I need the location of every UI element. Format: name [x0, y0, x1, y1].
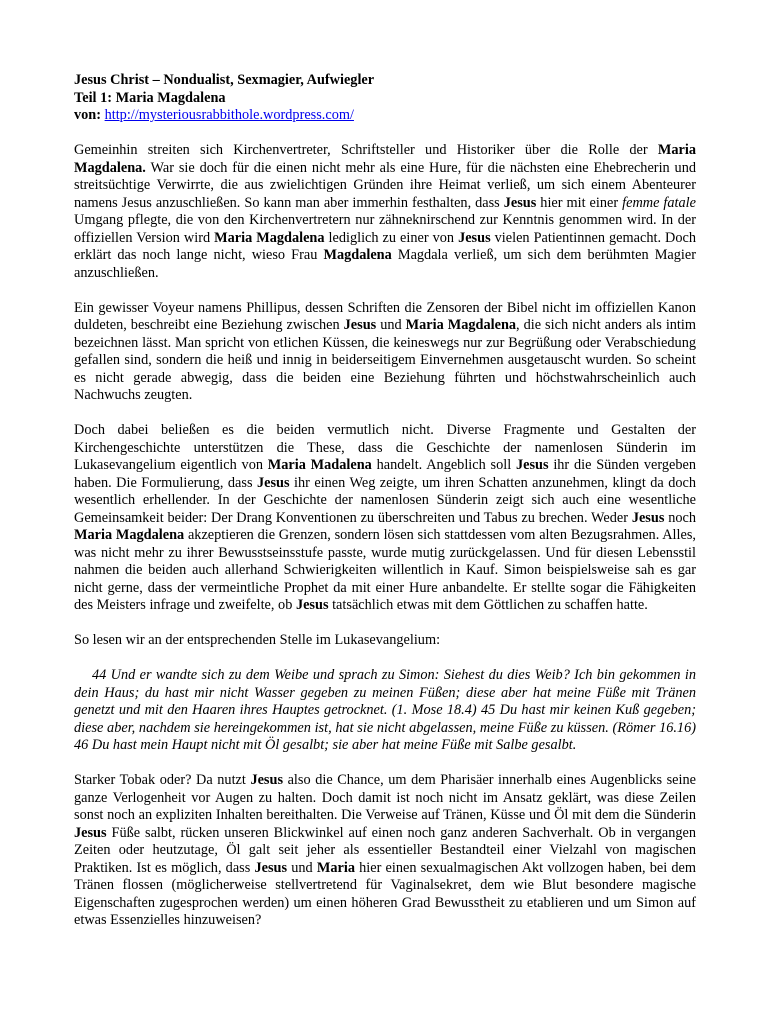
text-run: also die Chance, um dem Pharisäer innerhalb eines Augenblicks seine ganze Verlogenheit vor Augen zu halten. Doch damit ist noch nicht im Ansatz geklärt, was diese Zeilen sonst noch an expliziten Inhalten bereithalten. Die Verweise auf Tränen, Küsse und Öl mit dem die Sünderin [74, 772, 696, 823]
text-run: Magdala verließ, um sich dem berühmten Magier anzuschließen. [74, 247, 696, 281]
text-run: noch [664, 509, 696, 526]
bold-name: Jesus [515, 457, 549, 473]
text-run: ihr die Sünden vergeben haben. Die Formulierung, dass [74, 457, 696, 491]
text-run: , die sich nicht anders als intim bezeichnen lässt. Man spricht von etlichen Küssen, die keineswegs nur zur Begrüßung oder Verabschiedung gefallen sind, sondern die heiß und innig in beiderseitigem Einvernehmen ausgetauscht wurden. So scheint es nicht gerade abwegig, dass die beiden eine Beziehung führten und höchstwahrscheinlich auch Nachwuchs zeugten. [74, 317, 697, 403]
text-run: lediglich zu einer von [324, 229, 459, 246]
document-body [74, 72, 696, 947]
bold-name: Maria Madalena [267, 457, 372, 473]
text-run: handelt. Angeblich soll [371, 457, 516, 473]
paragraph-1 [74, 142, 696, 282]
bold-name: Maria [316, 859, 355, 876]
italic-text: 44 Und er wandte sich zu dem Weibe und sprach zu Simon: Siehest du dies Weib? Ich bin gekommen in dein Haus; du hast mir nicht Wasser gegeben zu meinen Füßen; diese aber hat meine Füße mit Tränen genetzt und mit den Haaren ihres Hauptes getrocknet. (1. Mose 18.4) 45 Du hast mir keinen Kuß gegeben; diese aber, nachdem sie hereingekommen ist, hat sie nicht abgelassen, meine Füße zu küssen. (Römer 16.16) 46 Du hast mein Haupt nicht mit Öl gesalbt; sie aber hat meine Füße mit Salbe gesalbt. [74, 667, 696, 753]
text-run: vielen Patientinnen gemacht. Doch erklärt das noch lange nicht, wieso Frau [74, 229, 696, 263]
paragraph-5 [74, 772, 696, 930]
bold-name: Jesus [458, 229, 491, 246]
text-run: ihr einen Weg zeigte, um ihren Schatten anzunehmen, klingt da doch wesentlich erhellender. In der Geschichte der namenlosen Sünderin zeigt sich auch eine wesentliche Gemeinsamkeit beider: Der Drang Konventionen zu überschreiten und Tabus zu brechen. Weder [74, 474, 696, 526]
bold-name: Jesus [74, 824, 107, 841]
text-run: hier mit einer [536, 194, 623, 211]
text-run: Füße salbt, rücken unseren Blickwinkel auf einen noch ganz anderen Sachverhalt. Ob in vergangen Zeiten oder heutzutage, Öl galt seit jeher als essentieller Bestandteil einer Vielzahl von magischen Praktiken. Ist es möglich, dass [74, 824, 696, 876]
paragraph-4 [74, 632, 696, 650]
text-run: Starker Tobak oder? Da nutzt [74, 772, 251, 788]
text-run: Umgang pflegte, die von den Kirchenvertretern nur zähneknirschend zur Kenntnis genommen wird. In der offiziellen Version wird [74, 212, 696, 246]
text-run: War sie doch für die einen nicht mehr als eine Hure, für die nächsten eine Ehebrecherin und streitsüchtige Verwirrte, die aus zwielichtigen Gründen ihre Heimat verließ, um sich einem Abenteurer namens Jesus anzuschließen. So kann man aber immerhin festhalten, dass [74, 159, 696, 211]
bold-name: Maria Magdalena. [74, 142, 696, 176]
text-run: So lesen wir an der entsprechenden Stelle im Lukasevangelium: [74, 632, 441, 648]
text-run: tatsächlich etwas mit dem Göttlichen zu schaffen hatte. [328, 597, 648, 613]
bold-name: Jesus [254, 859, 288, 876]
paragraph-2 [74, 300, 696, 405]
text-run: und [287, 859, 317, 876]
text-run: Gemeinhin streiten sich Kirchenvertreter, Schriftsteller und Historiker über die Rolle der [74, 142, 658, 158]
paragraph-3 [74, 422, 696, 615]
bible-quote [74, 667, 696, 755]
bold-name: Jesus [631, 509, 665, 526]
text-run: und [376, 317, 406, 333]
italic-text: femme fatale [622, 194, 696, 211]
document-part: Teil 1: Maria Magdalena [74, 89, 226, 106]
document-title: Jesus Christ – Nondualist, Sexmagier, Aufwiegler [74, 72, 375, 88]
text-run: Ein gewisser Voyeur namens Phillipus, dessen Schriften die Zensoren der Bibel nicht im offiziellen Kanon duldeten, beschreibt eine Beziehung zwischen [74, 299, 696, 333]
source-link[interactable]: http://mysteriousrabbithole.wordpress.com/ [104, 107, 354, 123]
bold-name: Jesus [256, 474, 290, 491]
text-run: hier einen sexualmagischen Akt vollzogen haben, bei dem Tränen flossen (möglicherweise stellvertretend für Vaginalsekret, dem wie Blut besondere magische Eigenschaften zugesprochen werden) um einen höheren Grad Bewusstheit zu etablieren und um Simon auf etwas Essenzielles hinzuweisen? [74, 859, 697, 928]
source-line [74, 107, 696, 125]
text-run: akzeptieren die Grenzen, sondern lösen sich stattdessen vom alten Bezugsrahmen. Alles, was nicht mehr zu ihrer Bewusstseinsstufe passte, wurde mutig zurückgelassen. Und für diesen Lebensstil nahmen die beiden auch allerhand Schwierigkeiten willentlich in Kauf. Simon beispielsweise sah es gar nicht gerne, dass der vermeintliche Prophet da mit einer Hure anbandelte. Er stellte sogar die Fähigkeiten des Meisters infrage und zweifelte, ob [74, 527, 696, 613]
bold-name: Maria Magdalena [405, 317, 517, 333]
bold-name: Jesus [343, 317, 377, 333]
bold-name: Jesus [503, 194, 537, 211]
document-header [74, 72, 696, 125]
bold-name: Magdalena [323, 247, 392, 263]
bold-name: Maria Magdalena [214, 229, 325, 246]
bold-name: Maria Magdalena [74, 527, 185, 543]
source-label: von: [74, 107, 102, 123]
bold-name: Jesus [295, 597, 329, 613]
text-run: Doch dabei beließen es die beiden vermutlich nicht. Diverse Fragmente und Gestalten der Kirchengeschichte unterstützen die These, dass die Geschichte der namenlosen Sünderin im Lukasevangelium eigentlich von [74, 422, 696, 473]
bold-name: Jesus [250, 772, 284, 788]
